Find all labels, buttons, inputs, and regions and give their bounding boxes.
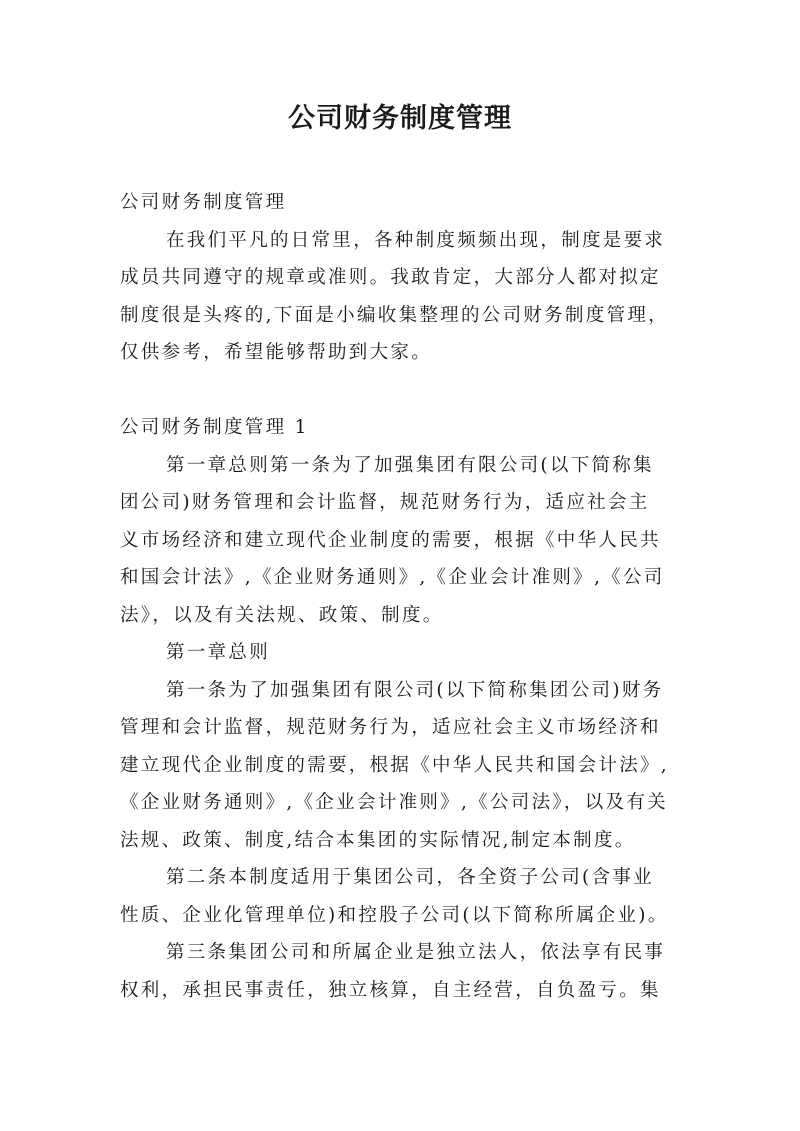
paragraph-line: 《企业财务通则》,《企业会计准则》,《公司法》，以及有关 [120,792,668,813]
paragraph-line: 第一章总则 [166,642,271,663]
page-title: 公司财务制度管理 [288,103,512,134]
paragraph-line: 建立现代企业制度的需要，根据《中华人民共和国会计法》, [120,754,669,776]
paragraph-line: 第一条为了加强集团有限公司(以下简称集团公司)财务 [166,679,664,701]
paragraph-line: 法》，以及有关法规、政策、制度。 [120,604,444,626]
paragraph-line: 和国会计法》,《企业财务通则》,《企业会计准则》,《公司 [120,567,665,588]
paragraph-line: 第二条本制度适用于集团公司，各全资子公司(含事业 [166,867,654,888]
document-body [120,184,685,1009]
paragraph-line: 第三条集团公司和所属企业是独立法人，依法享有民事 [166,942,666,963]
blank-line [120,372,685,410]
paragraph-line: 公司财务制度管理 1 [120,417,309,438]
paragraph-line: 法规、政策、制度,结合本集团的实际情况,制定本制度。 [120,829,636,851]
paragraph-line: 成员共同遵守的规章或准则。我敢肯定，大部分人都对拟定 [120,267,661,288]
paragraph-line: 仅供参考，希望能够帮助到大家。 [120,342,433,363]
paragraph-line: 团公司)财务管理和会计监督，规范财务行为，适应社会主 [120,492,650,513]
paragraph-line: 义市场经济和建立现代企业制度的需要，根据《中华人民共 [120,529,661,551]
paragraph-line: 第一章总则第一条为了加强集团有限公司(以下简称集 [166,454,654,476]
paragraph-line: 权利，承担民事责任，独立核算，自主经营，自负盈亏。集 [120,979,661,1001]
paragraph-line: 公司财务制度管理 [120,192,287,213]
paragraph-line: 制度很是头疼的,下面是小编收集整理的公司财务制度管理， [120,304,669,326]
paragraph-line: 在我们平凡的日常里，各种制度频频出现，制度是要求 [166,229,666,251]
paragraph-line: 管理和会计监督，规范财务行为，适应社会主义市场经济和 [120,717,661,738]
paragraph-line: 性质、企业化管理单位)和控股子公司(以下简称所属企业)。 [120,904,669,926]
